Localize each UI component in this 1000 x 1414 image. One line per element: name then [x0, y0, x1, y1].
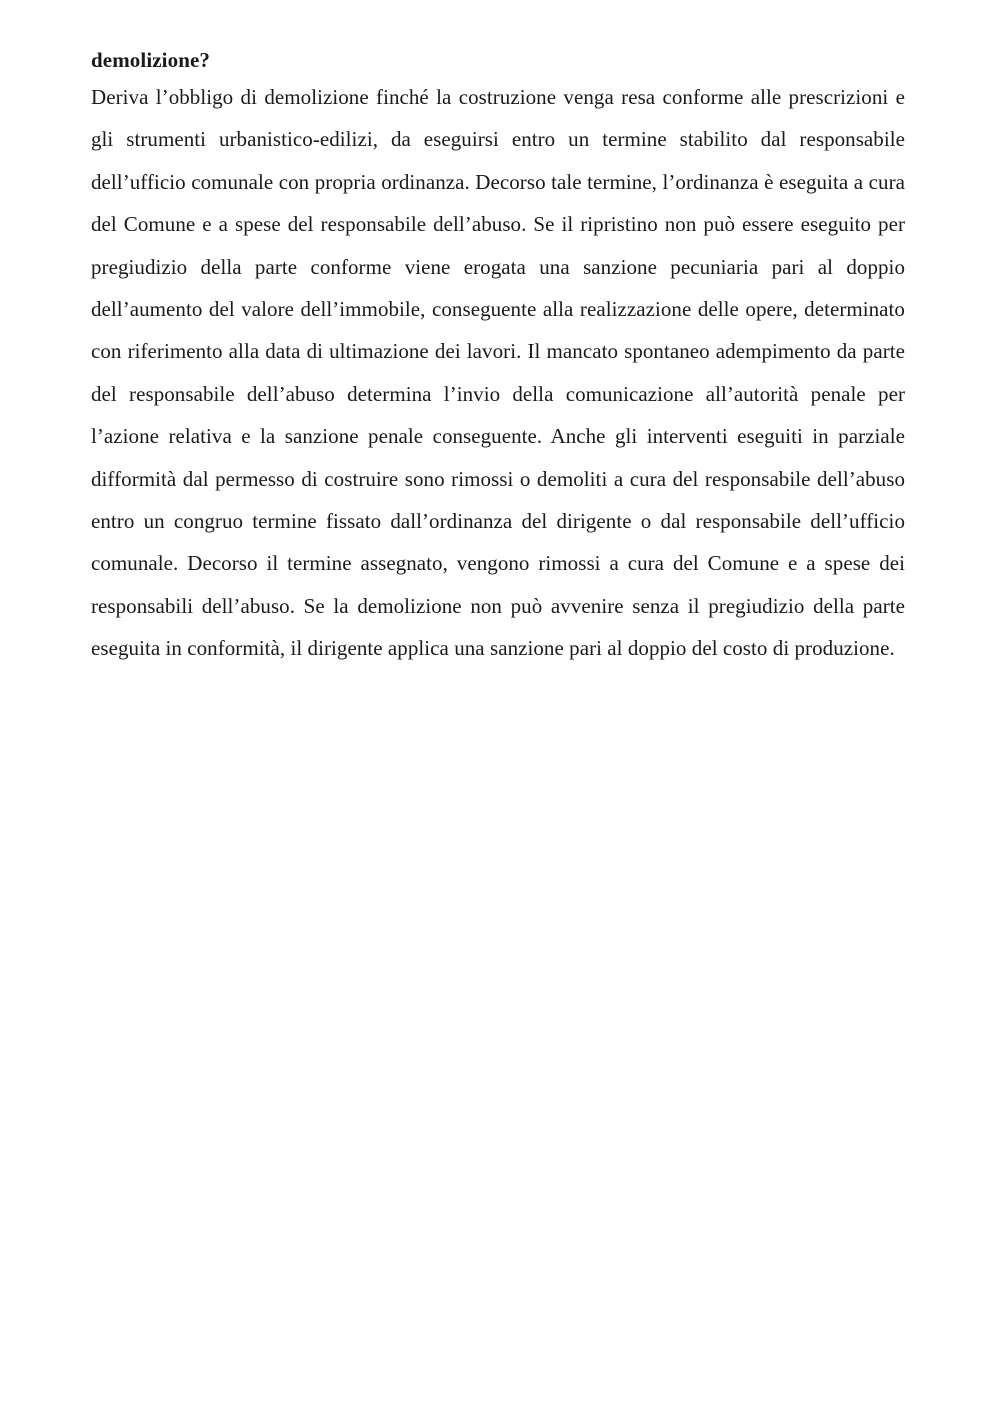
- section-heading: demolizione?: [91, 48, 211, 72]
- document-content: [91, 44, 905, 670]
- body-paragraph: Deriva l’obbligo di demolizione finché la costruzione venga resa conforme alle prescrizioni e gli strumenti urbanistico-edilizi, da eseguirsi entro un termine stabilito dal responsabile dell’ufficio comunale con propria ordinanza. Decorso tale termine, l’ordinanza è eseguita a cura del Comune e a spese del responsabile dell’abuso. Se il ripristino non può essere eseguito per pregiudizio della parte conforme viene erogata una sanzione pecuniaria pari al doppio dell’aumento del valore dell’immobile, conseguente alla realizzazione delle opere, determinato con riferimento alla data di ultimazione dei lavori. Il mancato spontaneo adempimento da parte del responsabile dell’abuso determina l’invio della comunicazione all’autorità penale per l’azione relativa e la sanzione penale conseguente. Anche gli interventi eseguiti in parziale difformità dal permesso di costruire sono rimossi o demoliti a cura del responsabile dell’abuso entro un congruo termine fissato dall’ordinanza del dirigente o dal responsabile dell’ufficio comunale. Decorso il termine assegnato, vengono rimossi a cura del Comune e a spese dei responsabili dell’abuso. Se la demolizione non può avvenire senza il pregiudizio della parte eseguita in conformità, il dirigente applica una sanzione pari al doppio del costo di produzione.: [91, 85, 905, 661]
